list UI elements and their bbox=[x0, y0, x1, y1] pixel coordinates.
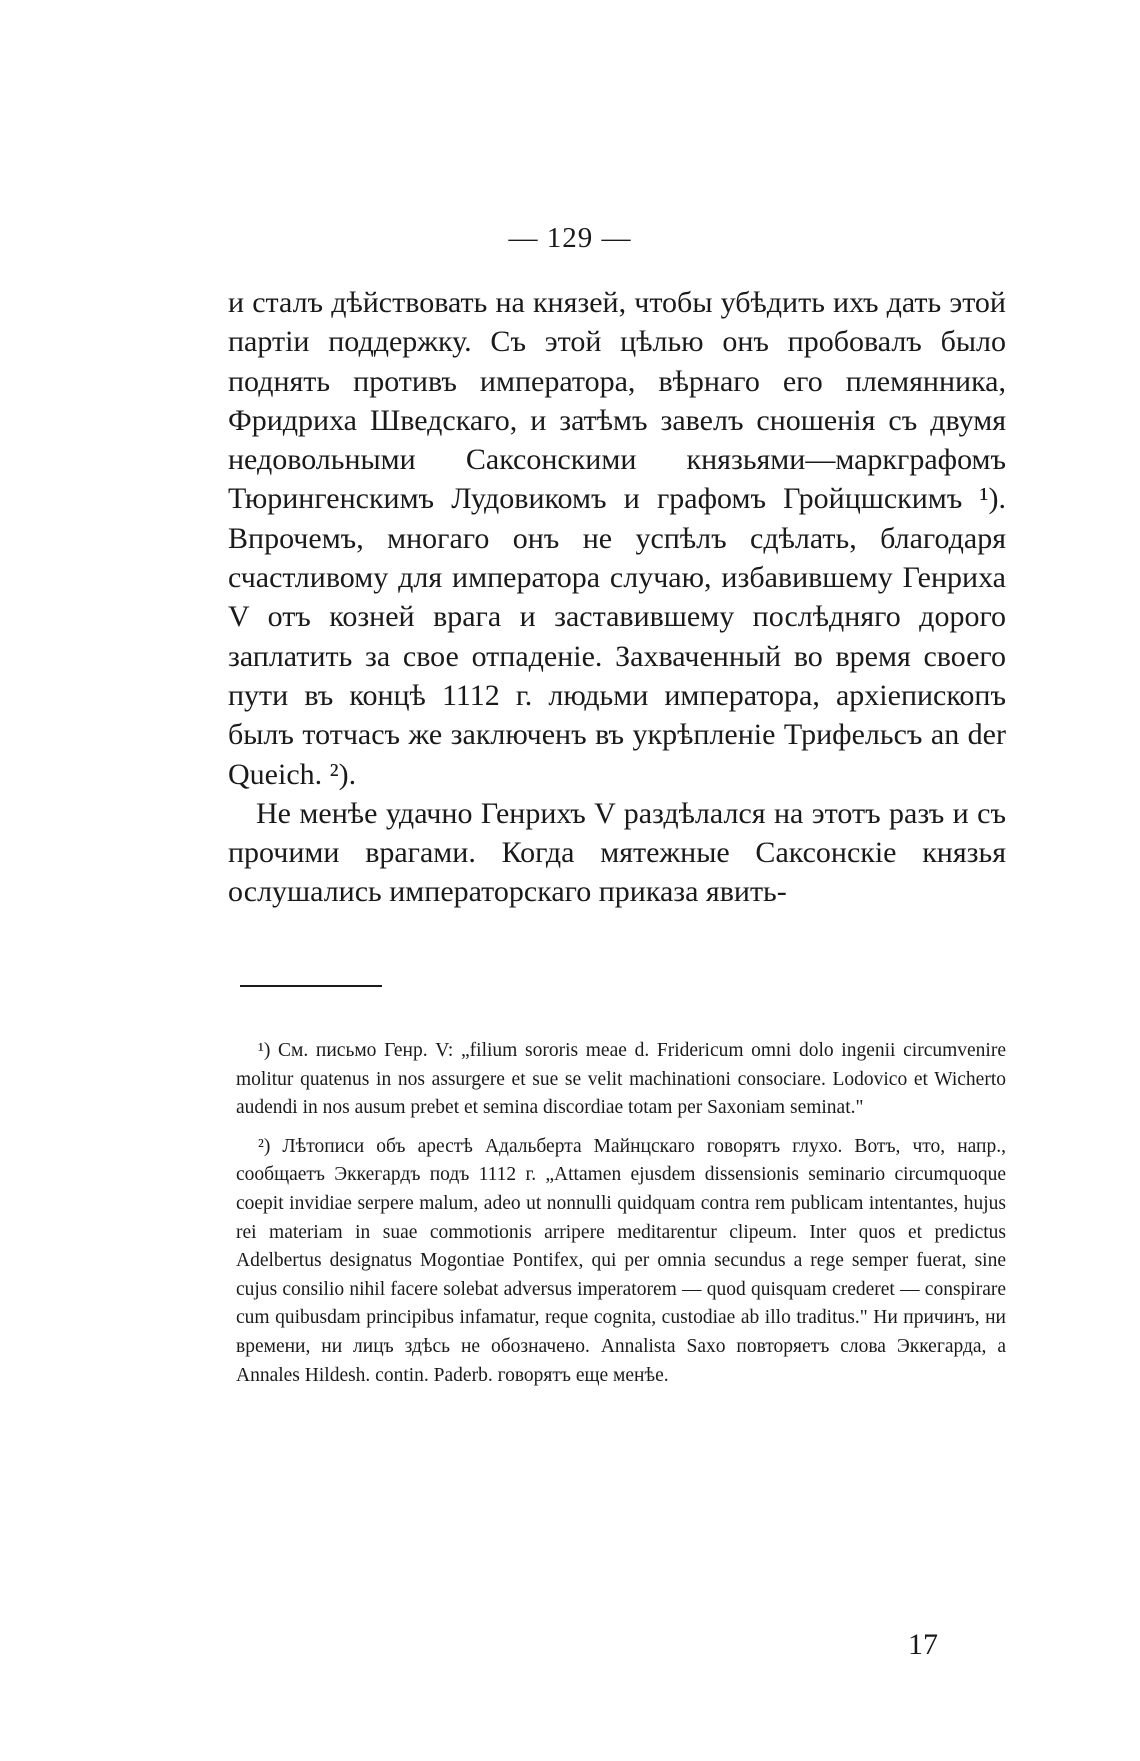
footnote-divider bbox=[240, 985, 382, 987]
paragraph: и сталъ дѣйствовать на князей, чтобы убѣдить ихъ дать этой партіи поддержку. Съ этой цѣлью онъ пробовалъ было поднять противъ императора, вѣрнаго его племянника, Фридриха Шведскаго, и затѣмъ завелъ сношенія съ двумя недовольными Саксонскими князьями—маркграфомъ Тюрингенскимъ Лудовикомъ и графомъ Гройцшскимъ ¹). Впрочемъ, многаго онъ не успѣлъ сдѣлать, благодаря счастливому для императора случаю, избавившему Генриха V отъ козней врага и заставившему послѣдняго дорого заплатить за свое отпаденіе. Захваченный во время своего пути въ концѣ 1112 г. людьми императора, архіепископъ былъ тотчасъ же заключенъ въ укрѣпленіе Трифельсъ an der Queich. ²). bbox=[228, 286, 1006, 791]
page-number: — 129 — bbox=[508, 222, 632, 254]
footnote-2: ²) Лѣтописи объ арестѣ Адальберта Майнцскаго говорятъ глухо. Вотъ, что, напр., сообщаетъ Эккегардъ подъ 1112 г. „Attamen ejusdem dissensionis seminario circumquoque coepit invidiae serpere malum, adeo ut nonnulli quidquam contra rem publicam intentantes, hujus rei materiam in suae commotionis arripere meditarentur clipeum. Inter quos et predictus Adelbertus designatus Mogontiae Pontifex, qui per omnia secundus a rege semper fuerat, sine cujus consilio nihil facere solebat adversus imperatorem — quod quisquam crederet — conspirare cum quibusdam principibus infamatur, reque cognita, custodiae ab illo traditus." Ни причинъ, ни времени, ни лицъ здѣсь не обозначено. Annalista Saxo повторяетъ слова Эккегарда, а Annales Hildesh. contin. Paderb. говорятъ еще менѣе. bbox=[236, 1135, 1006, 1386]
signature-mark: 17 bbox=[908, 1628, 938, 1661]
main-text bbox=[228, 283, 1006, 912]
footnote-1: ¹) См. письмо Генр. V: „filium sororis meae d. Fridericum omni dolo ingenii circumvenire molitur quatenus in nos assurgere et sue se velit machinationi consociare. Lodovico et Wicherto audendi in nos ausum prebet et semina discordiae totam per Saxoniam seminat." bbox=[236, 1040, 1006, 1119]
paragraph: Не менѣе удачно Генрихъ V раздѣлался на этотъ разъ и съ прочими врагами. Когда мятежные Саксонскіе князья ослушались императорскаго приказа явить- bbox=[228, 796, 1006, 909]
footnotes bbox=[236, 1037, 1006, 1400]
